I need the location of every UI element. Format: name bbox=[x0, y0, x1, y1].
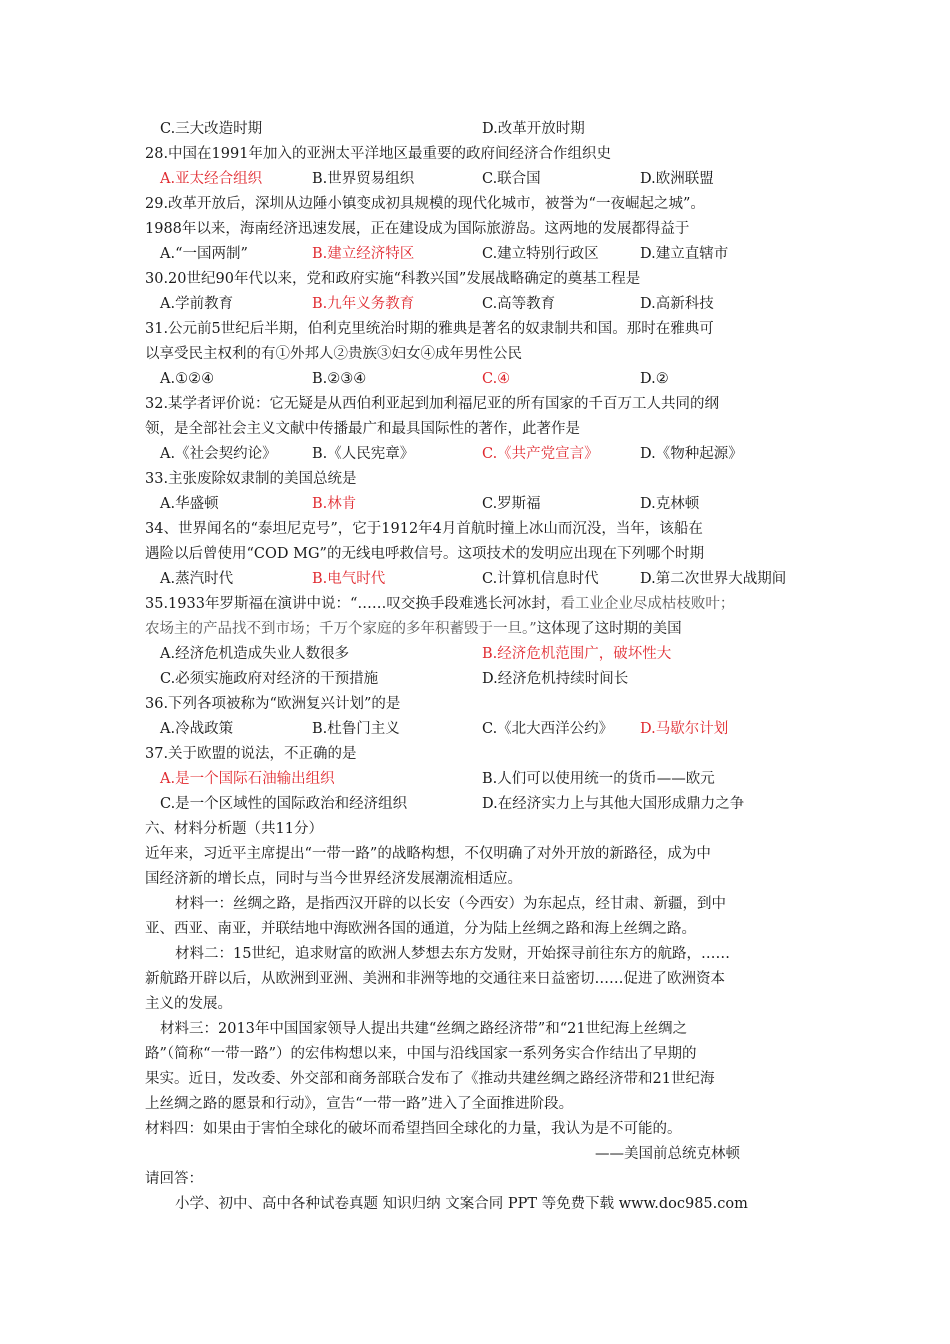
q31-stem-line1: 31.公元前5世纪后半期，伯利克里统治时期的雅典是著名的奴隶制共和国。那时在雅典可 bbox=[145, 321, 714, 337]
q36-stem: 36.下列各项被称为“欧洲复兴计划”的是 bbox=[145, 696, 401, 712]
material2-line1: 材料二：15世纪，追求财富的欧洲人梦想去东方发财，开始探寻前往东方的航路，…… bbox=[175, 946, 730, 962]
q27-option-d: D.改革开放时期 bbox=[482, 121, 585, 137]
q30-stem: 30.20世纪90年代以来，党和政府实施“科教兴国”发展战略确定的奠基工程是 bbox=[145, 271, 641, 287]
material3-line2: 路”（简称“一带一路”）的宏伟构想以来，中国与沿线国家一系列务实合作结出了早期的 bbox=[145, 1046, 697, 1062]
q35-option-b: B.经济危机范围广，破坏性大 bbox=[482, 646, 672, 662]
q34-option-c: C.计算机信息时代 bbox=[482, 571, 599, 587]
q33-option-c: C.罗斯福 bbox=[482, 496, 541, 512]
q35-stem-line1-main: 35.1933年罗斯福在演讲中说：“……叹交换手段难逃长河冰封， bbox=[145, 596, 561, 612]
q34-stem-line2: 遇险以后曾使用“COD MG”的无线电呼救信号。这项技术的发明应出现在下列哪个时期 bbox=[145, 546, 704, 562]
material3-line1: 材料三：2013年中国国家领导人提出共建“丝绸之路经济带”和“21世纪海上丝绸之 bbox=[160, 1021, 688, 1037]
q30-option-c: C.高等教育 bbox=[482, 296, 556, 312]
material1-line2: 亚、西亚、南亚，并联结地中海欧洲各国的通道，分为陆上丝绸之路和海上丝绸之路。 bbox=[145, 921, 696, 937]
q37-option-a: A.是一个国际石油输出组织 bbox=[160, 771, 335, 787]
material1-line1: 材料一：丝绸之路，是指西汉开辟的以长安（今西安）为东起点，经甘肃、新疆，到中 bbox=[175, 896, 726, 912]
q28-option-d: D.欧洲联盟 bbox=[640, 171, 714, 187]
q27-option-c: C.三大改造时期 bbox=[160, 121, 263, 137]
q29-option-b: B.建立经济特区 bbox=[312, 246, 415, 262]
q29-option-a: A.“一国两制” bbox=[160, 246, 248, 262]
material3-line4: 上丝绸之路的愿景和行动》，宣告“一带一路”进入了全面推进阶段。 bbox=[145, 1096, 574, 1112]
q34-option-a: A.蒸汽时代 bbox=[160, 571, 234, 587]
q31-stem-line2: 以享受民主权利的有①外邦人②贵族③妇女④成年男性公民 bbox=[145, 346, 522, 362]
q35-stem-line2-main: 这体现了这时期的美国 bbox=[536, 621, 682, 637]
q29-stem-line2: 1988年以来，海南经济迅速发展，正在建设成为国际旅游岛。这两地的发展都得益于 bbox=[145, 221, 690, 237]
q28-option-b: B.世界贸易组织 bbox=[312, 171, 415, 187]
q32-option-c: C.《共产党宣言》 bbox=[482, 446, 599, 462]
material2-line3: 主义的发展。 bbox=[145, 996, 232, 1012]
q28-option-a: A.亚太经合组织 bbox=[160, 171, 263, 187]
q36-option-a: A.冷战政策 bbox=[160, 721, 234, 737]
q32-stem-line2: 领，是全部社会主义文献中传播最广和最具国际性的著作，此著作是 bbox=[145, 421, 580, 437]
q28-stem: 28.中国在1991年加入的亚洲太平洋地区最重要的政府间经济合作组织史 bbox=[145, 146, 611, 162]
q37-option-c: C.是一个区域性的国际政治和经济组织 bbox=[160, 796, 408, 812]
material3-line3: 果实。近日，发改委、外交部和商务部联合发布了《推动共建丝绸之路经济带和21世纪海 bbox=[145, 1071, 715, 1087]
q32-option-a: A.《社会契约论》 bbox=[160, 446, 277, 462]
q37-stem: 37.关于欧盟的说法，不正确的是 bbox=[145, 746, 357, 762]
q31-option-a: A.①②④ bbox=[160, 371, 215, 387]
q32-option-d: D.《物种起源》 bbox=[640, 446, 743, 462]
q33-option-d: D.克林顿 bbox=[640, 496, 700, 512]
q35-stem-line1 bbox=[145, 594, 734, 614]
section-intro-line1: 近年来，习近平主席提出“一带一路”的战略构想，不仅明确了对外开放的新路径，成为中 bbox=[145, 846, 711, 862]
q36-option-c: C.《北大西洋公约》 bbox=[482, 721, 614, 737]
q33-option-a: A.华盛顿 bbox=[160, 496, 219, 512]
material4-line: 材料四：如果由于害怕全球化的破坏而希望挡回全球化的力量，我认为是不可能的。 bbox=[145, 1121, 682, 1137]
q34-option-d: D.第二次世界大战期间 bbox=[640, 571, 787, 587]
q30-option-a: A.学前教育 bbox=[160, 296, 234, 312]
q31-option-c: C.④ bbox=[482, 371, 511, 387]
q32-stem-line1: 32.某学者评价说：它无疑是从西伯利亚起到加利福尼亚的所有国家的千百万工人共同的纲 bbox=[145, 396, 720, 412]
material2-line2: 新航路开辟以后，从欧洲到亚洲、美洲和非洲等地的交通往来日益密切……促进了欧洲资本 bbox=[145, 971, 725, 987]
footer-ad: 小学、初中、高中各种试卷真题 知识归纳 文案合同 PPT 等免费下载 www.doc985.com bbox=[175, 1196, 748, 1212]
q35-stem-line1-quote: 看工业企业尽成枯枝败叶； bbox=[560, 596, 735, 612]
q36-option-d: D.马歇尔计划 bbox=[640, 721, 729, 737]
q29-stem-line1: 29.改革开放后，深圳从边陲小镇变成初具规模的现代化城市，被誉为“一夜崛起之城”。 bbox=[145, 196, 705, 212]
q34-option-b: B.电气时代 bbox=[312, 571, 386, 587]
q31-option-b: B.②③④ bbox=[312, 371, 367, 387]
section-title: 六、材料分析题（共11分） bbox=[145, 821, 323, 837]
q34-stem-line1: 34、世界闻名的“泰坦尼克号”，它于1912年4月首航时撞上冰山而沉没，当年，该船在 bbox=[145, 521, 703, 537]
q35-option-a: A.经济危机造成失业人数很多 bbox=[160, 646, 350, 662]
q29-option-c: C.建立特别行政区 bbox=[482, 246, 599, 262]
q37-option-b: B.人们可以使用统一的货币——欧元 bbox=[482, 771, 715, 787]
answer-prompt: 请回答： bbox=[145, 1171, 203, 1187]
q32-option-b: B.《人民宪章》 bbox=[312, 446, 415, 462]
q36-option-b: B.杜鲁门主义 bbox=[312, 721, 400, 737]
q31-option-d: D.② bbox=[640, 371, 669, 387]
q35-stem-line2-quote: 农场主的产品找不到市场；千万个家庭的多年积蓄毁于一旦。” bbox=[145, 621, 537, 637]
q37-option-d: D.在经济实力上与其他大国形成鼎力之争 bbox=[482, 796, 745, 812]
section-intro-line2: 国经济新的增长点，同时与当今世界经济发展潮流相适应。 bbox=[145, 871, 522, 887]
q35-stem-line2 bbox=[145, 619, 682, 639]
q28-option-c: C.联合国 bbox=[482, 171, 541, 187]
q35-option-c: C.必须实施政府对经济的干预措施 bbox=[160, 671, 379, 687]
q33-option-b: B.林肯 bbox=[312, 496, 357, 512]
q29-option-d: D.建立直辖市 bbox=[640, 246, 729, 262]
q35-option-d: D.经济危机持续时间长 bbox=[482, 671, 629, 687]
q33-stem: 33.主张废除奴隶制的美国总统是 bbox=[145, 471, 357, 487]
q30-option-d: D.高新科技 bbox=[640, 296, 714, 312]
material4-signature: ——美国前总统克林顿 bbox=[595, 1146, 740, 1162]
q30-option-b: B.九年义务教育 bbox=[312, 296, 415, 312]
